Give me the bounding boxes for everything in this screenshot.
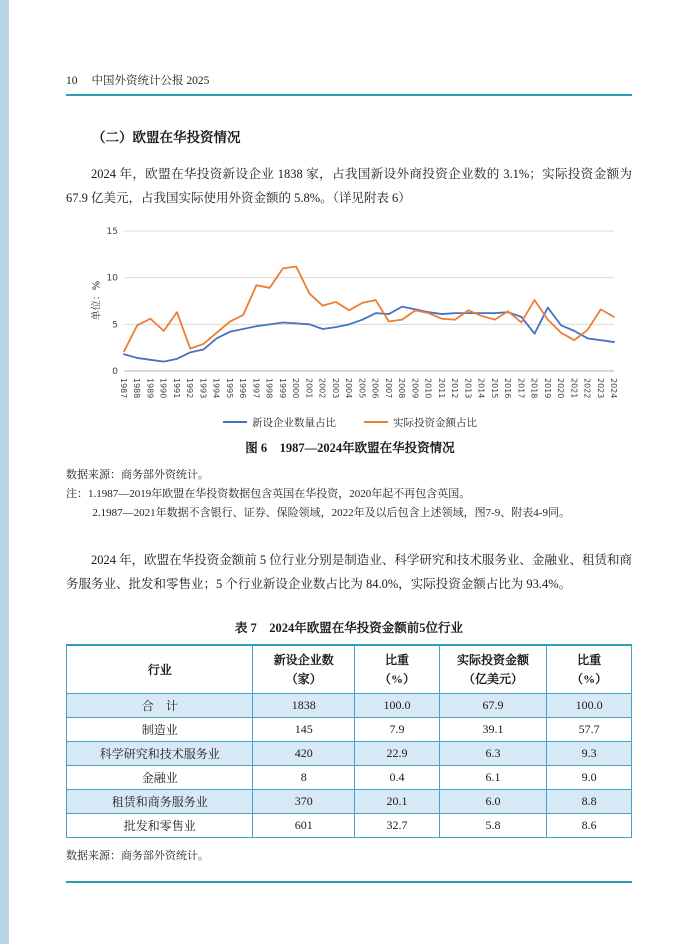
industry-table (66, 644, 632, 838)
legend-swatch (364, 421, 388, 423)
x-tick-label: 2001 (304, 377, 314, 399)
legend-swatch (223, 421, 247, 423)
page-edge-band (0, 0, 9, 944)
table-row (67, 790, 632, 814)
x-tick-label: 2011 (436, 377, 446, 399)
paragraph-industries: 2024 年，欧盟在华投资金额前 5 位行业分别是制造业、科学研究和技术服务业、金融业、租赁和商务服务业、批发和零售业；5 个行业新设企业数占比为 84.0%，实际投资金额占比为 93.4%。 (66, 552, 632, 591)
table-row (67, 694, 632, 718)
legend-item (223, 415, 336, 430)
chart-legend (68, 415, 632, 430)
table-header-cell: 比重 （%） (547, 645, 632, 694)
x-tick-label: 2010 (423, 377, 433, 399)
table-row (67, 814, 632, 838)
x-tick-label: 2002 (317, 377, 327, 399)
table-cell: 5.8 (439, 814, 546, 838)
paragraph-overview: 2024 年，欧盟在华投资新设企业 1838 家，占我国新设外商投资企业数的 3.1%；实际投资金额为 67.9 亿美元，占我国实际使用外资金额的 5.8%。（详见附表 6） (66, 167, 632, 206)
table-cell: 9.3 (547, 742, 632, 766)
table-cell: 1838 (253, 694, 355, 718)
x-tick-label: 1997 (251, 377, 261, 399)
y-tick-label: 0 (112, 366, 118, 377)
y-tick-label: 15 (106, 226, 118, 237)
x-tick-label: 2013 (463, 377, 473, 399)
x-tick-label: 2021 (569, 377, 579, 399)
x-tick-label: 2005 (357, 377, 367, 399)
x-tick-label: 2015 (489, 377, 499, 399)
table-header-cell: 行业 (67, 645, 253, 694)
figure-notes (66, 466, 632, 524)
table-cell: 6.1 (439, 766, 546, 790)
page-header (66, 72, 632, 88)
x-tick-label: 2006 (370, 377, 380, 399)
x-tick-label: 1994 (211, 377, 221, 399)
table-row (67, 766, 632, 790)
table-row (67, 742, 632, 766)
legend-item (364, 415, 477, 430)
x-tick-label: 2024 (609, 377, 618, 399)
y-axis-label: 单位：% (91, 280, 103, 321)
document-page (66, 0, 632, 883)
y-tick-label: 5 (112, 320, 118, 331)
note-2: 2.1987—2021年数据不含银行、证券、保险领域，2022年及以后包含上述领域，图7-9、附表4-9同。 (92, 507, 570, 520)
x-tick-label: 1998 (264, 377, 274, 399)
table-cell: 合 计 (67, 694, 253, 718)
table-cell: 100.0 (547, 694, 632, 718)
x-tick-label: 1996 (238, 377, 248, 399)
x-tick-label: 2004 (344, 377, 354, 399)
x-tick-label: 2007 (383, 377, 393, 399)
x-tick-label: 1991 (171, 377, 181, 399)
table-cell: 金融业 (67, 766, 253, 790)
section-heading: （二）欧盟在华投资情况 (92, 130, 241, 145)
x-tick-label: 1992 (185, 377, 195, 399)
table-cell: 57.7 (547, 718, 632, 742)
table-cell: 370 (253, 790, 355, 814)
table-cell: 租赁和商务服务业 (67, 790, 253, 814)
x-tick-label: 2023 (595, 377, 605, 399)
note-1: 注：1.1987—2019年欧盟在华投资数据包含英国在华投资，2020年起不再包含英国。 (66, 488, 471, 500)
table-cell: 32.7 (355, 814, 440, 838)
table-cell: 67.9 (439, 694, 546, 718)
header-rule (66, 94, 632, 96)
table-source-note: 数据来源：商务部外资统计。 (66, 850, 209, 863)
series-line-0 (124, 306, 614, 361)
table-cell: 科学研究和技术服务业 (67, 742, 253, 766)
x-tick-label: 1999 (277, 377, 287, 399)
table-cell: 100.0 (355, 694, 440, 718)
table-cell: 8 (253, 766, 355, 790)
x-tick-label: 1990 (158, 377, 168, 399)
legend-label: 新设企业数量占比 (252, 417, 336, 429)
bottom-rule (66, 881, 632, 883)
table-body (67, 694, 632, 838)
table-cell: 0.4 (355, 766, 440, 790)
x-tick-label: 2017 (516, 377, 526, 399)
data-source-note: 数据来源：商务部外资统计。 (66, 468, 209, 481)
table-cell: 6.0 (439, 790, 546, 814)
table-cell: 20.1 (355, 790, 440, 814)
x-tick-label: 1995 (224, 377, 234, 399)
report-title: 中国外资统计公报 2025 (91, 75, 210, 87)
figure-6 (68, 223, 632, 456)
x-tick-label: 1988 (132, 377, 142, 399)
table-cell: 7.9 (355, 718, 440, 742)
x-tick-label: 2000 (291, 377, 301, 399)
table-cell: 22.9 (355, 742, 440, 766)
x-tick-label: 2022 (582, 377, 592, 399)
table-header-row (67, 645, 632, 694)
x-tick-label: 2008 (397, 377, 407, 399)
chart-area (68, 223, 632, 415)
x-tick-label: 2018 (529, 377, 539, 399)
legend-label: 实际投资金额占比 (393, 417, 477, 429)
x-tick-label: 2009 (410, 377, 420, 399)
figure-caption: 图 6 1987—2024年欧盟在华投资情况 (245, 440, 455, 455)
x-tick-label: 2020 (556, 377, 566, 399)
line-chart (88, 223, 622, 415)
table-header-cell: 新设企业数 （家） (253, 645, 355, 694)
table-cell: 批发和零售业 (67, 814, 253, 838)
x-tick-label: 2016 (503, 377, 513, 399)
table-cell: 8.8 (547, 790, 632, 814)
table-cell: 420 (253, 742, 355, 766)
y-tick-label: 10 (106, 273, 118, 284)
x-tick-label: 2012 (450, 377, 460, 399)
x-tick-label: 2019 (542, 377, 552, 399)
table-header-cell: 实际投资金额 （亿美元） (439, 645, 546, 694)
table-cell: 8.6 (547, 814, 632, 838)
series-line-1 (124, 266, 614, 351)
x-tick-label: 2014 (476, 377, 486, 399)
x-tick-label: 1993 (198, 377, 208, 399)
x-tick-label: 1989 (145, 377, 155, 399)
table-cell: 145 (253, 718, 355, 742)
table-header-cell: 比重 （%） (355, 645, 440, 694)
table-cell: 9.0 (547, 766, 632, 790)
table-caption: 表 7 2024年欧盟在华投资金额前5位行业 (234, 621, 464, 636)
x-tick-label: 2003 (330, 377, 340, 399)
table-cell: 6.3 (439, 742, 546, 766)
x-tick-label: 1987 (119, 377, 128, 399)
table-cell: 601 (253, 814, 355, 838)
table-cell: 制造业 (67, 718, 253, 742)
table-cell: 39.1 (439, 718, 546, 742)
page-number: 10 (66, 75, 78, 87)
table-row (67, 718, 632, 742)
